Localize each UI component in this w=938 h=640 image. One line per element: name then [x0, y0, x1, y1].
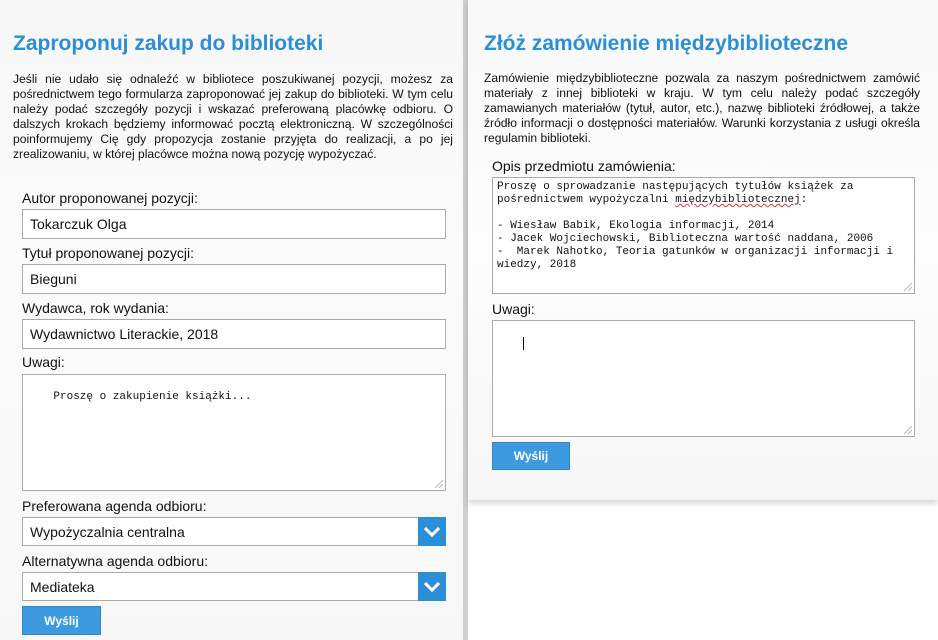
purchase-description: Jeśli nie udało się odnaleźć w bibliotece poszukiwanej pozycji, możesz za pośrednictwem tego formularza zaproponować jej zakup do biblioteki. W tym celu należy podać szczegóły pozycji i wskazać preferowaną placówkę odbioru. O dalszych krokach będziemy informować pocztą elektroniczną. W szczególności poinformujemy Cię gdy propozycja zostanie przyjęta do realizacji, a po jej zrealizowaniu, w której placówce można nową pozycję wypożyczać.	[13, 72, 453, 161]
resize-grip-icon[interactable]	[904, 426, 912, 434]
publisher-input[interactable]: Wydawnictwo Literackie, 2018	[22, 319, 446, 349]
alternative-agenda-label: Alternatywna agenda odbioru:	[22, 553, 209, 569]
preferred-agenda-label: Preferowana agenda odbioru:	[22, 498, 207, 514]
subject-line-2c: :	[800, 194, 808, 206]
chevron-down-icon[interactable]	[418, 517, 446, 546]
interlibrary-description: Zamówienie międzybiblioteczne pozwala za naszym pośrednictwem zamówić materiały z innej biblioteki w kraju. W tym celu należy podać szczegóły zamawianych materiałów (tytuł, autor, etc.), nazwę biblioteki źródłowej, a także źródło informacji o dostępności materiałów. Warunki korzystania z usługi określa regulamin biblioteki.	[484, 71, 920, 145]
text-cursor	[523, 337, 524, 350]
purchase-submit-button[interactable]: Wyślij	[22, 606, 101, 635]
title-label: Tytuł proponowanej pozycji:	[22, 245, 194, 261]
purchase-suggestion-panel	[0, 0, 463, 640]
purchase-notes-text: Proszę o zakupienie książki...	[53, 391, 252, 403]
title-input[interactable]: Bieguni	[22, 264, 446, 294]
chevron-down-icon[interactable]	[418, 572, 446, 601]
preferred-agenda-value: Wypożyczalnia centralna	[30, 524, 185, 540]
alternative-agenda-value: Mediateka	[30, 579, 95, 595]
subject-line-2b: międzybibliotecznej	[675, 194, 801, 206]
author-input[interactable]: Tokarczuk Olga	[22, 209, 446, 239]
subject-line-2a: pośrednictwem wypożyczalni	[497, 194, 676, 206]
subject-line-1: Proszę o sprowadzanie następujących tytułów książek za	[497, 181, 854, 193]
purchase-title: Zaproponuj zakup do biblioteki	[13, 32, 324, 55]
author-label: Autor proponowanej pozycji:	[22, 190, 198, 206]
purchase-notes-label: Uwagi:	[22, 354, 65, 370]
interlibrary-notes-label: Uwagi:	[492, 301, 535, 317]
interlibrary-submit-button[interactable]: Wyślij	[492, 442, 570, 470]
subject-label: Opis przedmiotu zamówienia:	[492, 158, 676, 174]
subject-list: - Wiesław Babik, Ekologia informacji, 2014 - Jacek Wojciechowski, Biblioteczna wartość naddana, 2006 - Marek Nahotko, Teoria gatunków w organizacji informacji i wiedzy, 2018	[497, 220, 894, 271]
resize-grip-icon[interactable]	[904, 283, 912, 291]
subject-textarea[interactable]	[492, 177, 915, 294]
alternative-agenda-select[interactable]	[22, 572, 446, 601]
resize-grip-icon[interactable]	[435, 480, 443, 488]
purchase-notes-textarea[interactable]	[22, 374, 446, 491]
publisher-label: Wydawca, rok wydania:	[22, 300, 169, 316]
preferred-agenda-select[interactable]	[22, 517, 446, 546]
interlibrary-title: Złóż zamówienie międzybiblioteczne	[484, 32, 849, 55]
interlibrary-loan-panel	[468, 0, 938, 500]
interlibrary-notes-textarea[interactable]	[492, 320, 915, 437]
